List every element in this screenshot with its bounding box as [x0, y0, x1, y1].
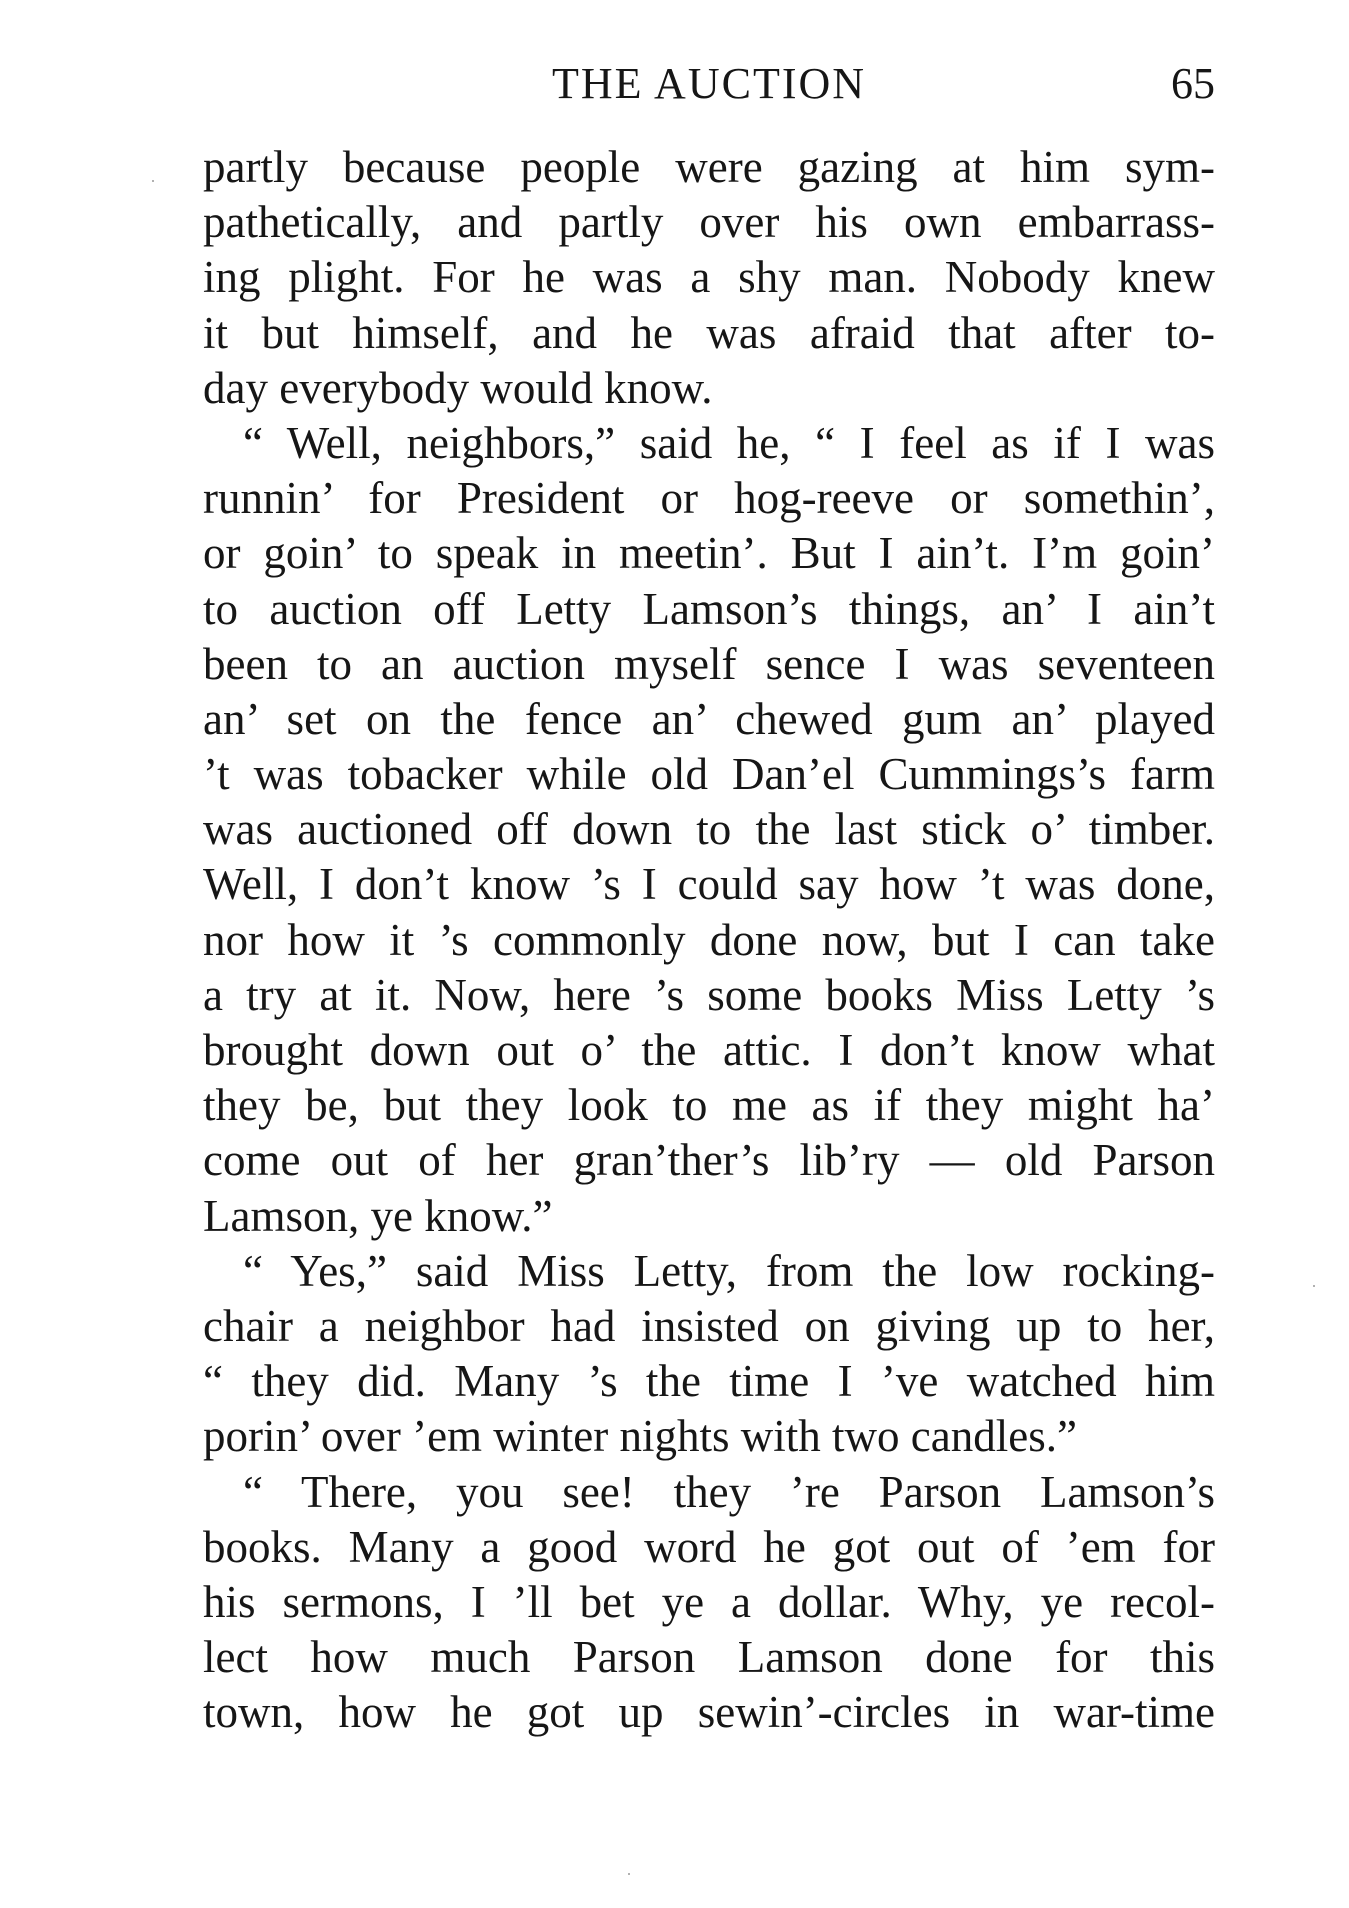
text-line: books. Many a good word he got out of ’em for: [203, 1521, 1215, 1572]
text-line: “ they did. Many ’s the time I ’ve watched him: [203, 1356, 1215, 1407]
text-line: ’t was tobacker while old Dan’el Cummings’s farm: [203, 749, 1215, 800]
text-line: it but himself, and he was afraid that after to-: [203, 307, 1215, 358]
text-line: ing plight. For he was a shy man. Nobody knew: [203, 252, 1215, 303]
text-line: a try at it. Now, here ’s some books Miss Letty ’s: [203, 969, 1215, 1020]
text-line: chair a neighbor had insisted on giving up to her,: [203, 1300, 1215, 1351]
paragraph-start-line: “ There, you see! they ’re Parson Lamson’s: [243, 1466, 1215, 1517]
text-line: been to an auction myself sence I was seventeen: [203, 638, 1215, 689]
text-line: partly because people were gazing at him sym-: [203, 142, 1215, 192]
text-line: his sermons, I ’ll bet ye a dollar. Why, ye recol-: [203, 1576, 1215, 1627]
text-line: lect how much Parson Lamson done for this: [203, 1632, 1215, 1683]
paragraph-end-line: day everybody would know.: [203, 362, 713, 413]
text-line: runnin’ for President or hog-reeve or somethin’,: [203, 473, 1215, 524]
text-line: they be, but they look to me as if they might ha’: [203, 1080, 1215, 1131]
text-line: come out of her gran’ther’s lib’ry — old Parson: [203, 1135, 1215, 1186]
paragraph-end-line: porin’ over ’em winter nights with two candles.”: [203, 1411, 1077, 1462]
text-line: town, how he got up sewin’-circles in war-time: [203, 1687, 1215, 1738]
text-line: nor how it ’s commonly done now, but I can take: [203, 914, 1215, 965]
page-number: 65: [1171, 59, 1215, 108]
paragraph-end-line: Lamson, ye know.”: [203, 1190, 553, 1241]
text-line: an’ set on the fence an’ chewed gum an’ played: [203, 693, 1215, 744]
paragraph-start-line: “ Well, neighbors,” said he, “ I feel as if I was: [243, 417, 1215, 468]
chapter-title: THE AUCTION: [551, 59, 867, 108]
paper-speck: [628, 1873, 630, 1875]
text-line: was auctioned off down to the last stick o’ timber.: [203, 804, 1215, 855]
paper-speck: [152, 180, 154, 182]
text-line: or goin’ to speak in meetin’. But I ain’t. I’m goin’: [203, 528, 1215, 579]
running-head: [203, 58, 1215, 114]
body-text: [203, 140, 1215, 1740]
paper-speck: [1313, 1285, 1315, 1287]
paragraph-start-line: “ Yes,” said Miss Letty, from the low rocking-: [243, 1245, 1215, 1296]
text-line: to auction off Letty Lamson’s things, an’ I ain’t: [203, 583, 1215, 634]
text-line: brought down out o’ the attic. I don’t know what: [203, 1025, 1215, 1075]
text-line: Well, I don’t know ’s I could say how ’t was done,: [203, 859, 1215, 910]
text-line: pathetically, and partly over his own embarrass-: [203, 197, 1215, 248]
